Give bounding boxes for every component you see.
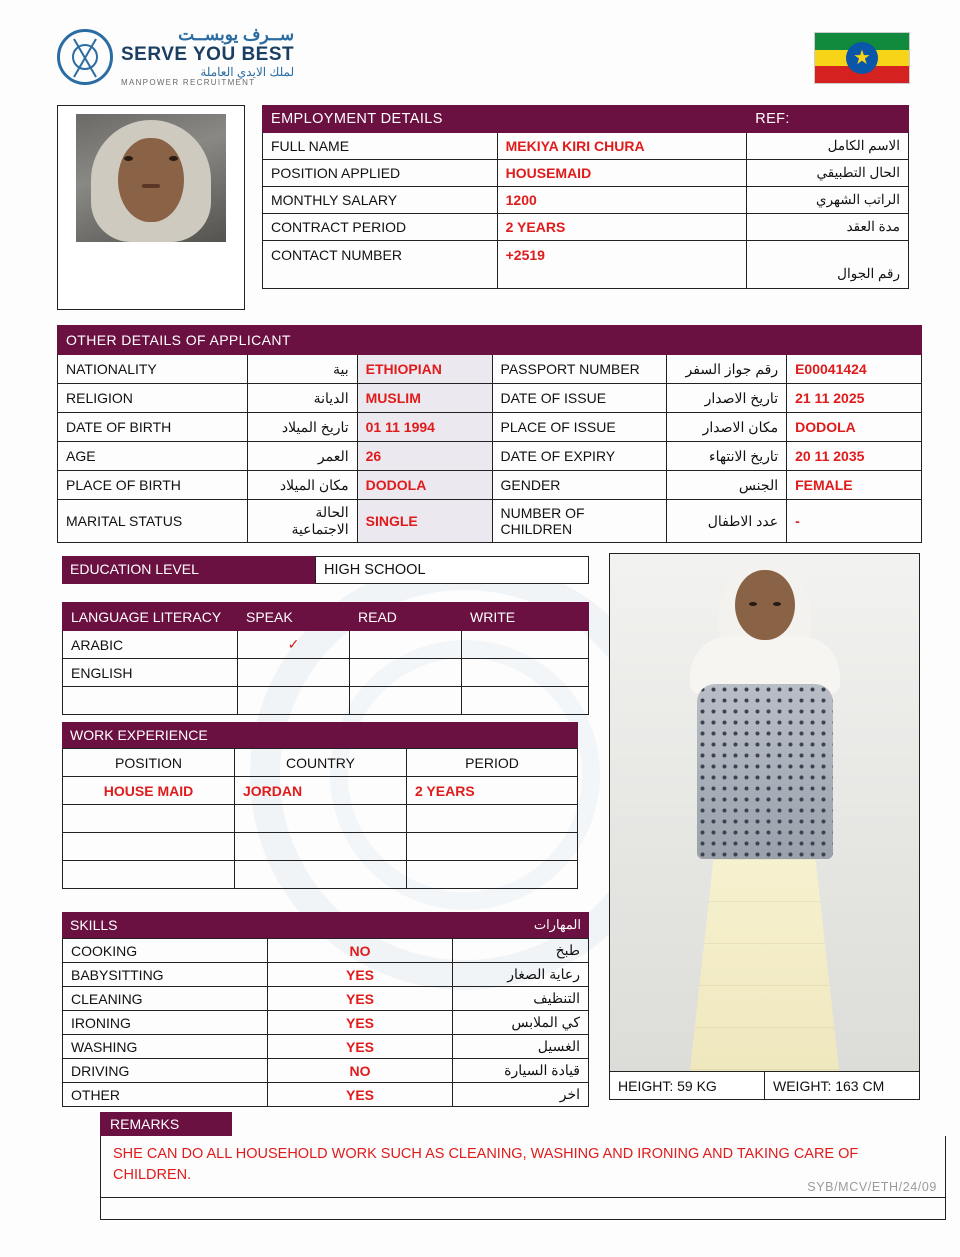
language-empty-write	[462, 687, 589, 715]
work-experience-section	[62, 722, 578, 889]
language-literacy-section	[62, 602, 589, 715]
language-header-read: READ	[350, 603, 462, 631]
logo-icon	[57, 29, 113, 85]
table-row	[63, 1011, 589, 1035]
skill-other-label: OTHER	[63, 1083, 268, 1107]
contact-number-value: +2519	[497, 241, 747, 289]
skill-driving-label: DRIVING	[63, 1059, 268, 1083]
language-arabic-read	[350, 631, 462, 659]
remarks-title: REMARKS	[100, 1112, 232, 1136]
employment-header-row	[263, 106, 909, 133]
full-name-value: MEKIYA KIRI CHURA	[497, 133, 747, 160]
table-row	[63, 631, 589, 659]
work-header-period: PERIOD	[407, 749, 578, 777]
position-applied-value: HOUSEMAID	[497, 160, 747, 187]
date-of-issue-arabic: تاريخ الاصدار	[667, 384, 787, 413]
table-row	[63, 1059, 589, 1083]
work-row2-country	[235, 805, 407, 833]
other-details-section	[57, 325, 922, 543]
flag-star-icon: ★	[846, 42, 878, 74]
religion-label: RELIGION	[58, 384, 248, 413]
passport-number-label: PASSPORT NUMBER	[492, 355, 667, 384]
date-of-issue-value: 21 11 2025	[787, 384, 922, 413]
applicant-portrait-photo	[57, 105, 245, 310]
ethiopia-flag-icon	[814, 32, 910, 84]
skill-cleaning-value: YES	[268, 987, 453, 1011]
document-header	[0, 0, 960, 100]
nationality-value: ETHIOPIAN	[357, 355, 492, 384]
monthly-salary-arabic: الراتب الشهري	[747, 187, 909, 214]
place-of-issue-arabic: مكان الاصدار	[667, 413, 787, 442]
remarks-footer-row	[100, 1180, 946, 1220]
skill-washing-arabic: الغسيل	[453, 1035, 589, 1059]
photo-measurements	[609, 1072, 920, 1100]
age-value: 26	[357, 442, 492, 471]
work-row3-period	[407, 833, 578, 861]
work-row4-country	[235, 861, 407, 889]
skill-driving-arabic: قيادة السيارة	[453, 1059, 589, 1083]
work-header-row	[63, 749, 578, 777]
work-row2-position	[63, 805, 235, 833]
work-row4-position	[63, 861, 235, 889]
language-header-speak: SPEAK	[238, 603, 350, 631]
work-row2-period	[407, 805, 578, 833]
skill-babysitting-arabic: رعاية الصغار	[453, 963, 589, 987]
marital-status-arabic: الحالة الاجتماعية	[247, 500, 357, 543]
religion-value: MUSLIM	[357, 384, 492, 413]
skill-cooking-arabic: طبخ	[453, 939, 589, 963]
skill-ironing-arabic: كي الملابس	[453, 1011, 589, 1035]
position-applied-label: POSITION APPLIED	[263, 160, 498, 187]
date-of-birth-arabic: تاريخ الميلاد	[247, 413, 357, 442]
language-name-empty	[63, 687, 238, 715]
contract-period-value: 2 YEARS	[497, 214, 747, 241]
table-row	[63, 687, 589, 715]
skill-washing-value: YES	[268, 1035, 453, 1059]
language-header-write: WRITE	[462, 603, 589, 631]
place-of-birth-arabic: مكان الميلاد	[247, 471, 357, 500]
logo-tagline: MANPOWER RECRUITMENT	[121, 77, 256, 87]
remarks-section	[100, 1112, 946, 1220]
language-header-row	[63, 603, 589, 631]
date-of-expiry-label: DATE OF EXPIRY	[492, 442, 667, 471]
date-of-expiry-value: 20 11 2035	[787, 442, 922, 471]
table-row	[263, 160, 909, 187]
skill-cleaning-arabic: التنظيف	[453, 987, 589, 1011]
skill-other-arabic: اخر	[453, 1083, 589, 1107]
date-of-issue-label: DATE OF ISSUE	[492, 384, 667, 413]
place-of-issue-label: PLACE OF ISSUE	[492, 413, 667, 442]
age-arabic: العمر	[247, 442, 357, 471]
marital-status-label: MARITAL STATUS	[58, 500, 248, 543]
applicant-full-body-photo	[609, 553, 920, 1072]
weight-value: WEIGHT: 163 CM	[773, 1077, 885, 1094]
skills-section	[62, 912, 589, 1107]
employment-section-title: EMPLOYMENT DETAILS	[263, 106, 747, 133]
number-of-children-label: NUMBER OF CHILDREN	[492, 500, 667, 543]
logo-arabic-title: ســرف يوبســت	[178, 25, 295, 44]
language-arabic-write	[462, 631, 589, 659]
table-row	[63, 777, 578, 805]
table-row	[63, 939, 589, 963]
nationality-arabic: بية	[247, 355, 357, 384]
table-row	[63, 659, 589, 687]
language-empty-read	[350, 687, 462, 715]
company-logo	[57, 26, 294, 88]
skill-cooking-value: NO	[268, 939, 453, 963]
date-of-birth-label: DATE OF BIRTH	[58, 413, 248, 442]
work-experience-header	[62, 722, 578, 748]
table-row	[58, 384, 922, 413]
number-of-children-arabic: عدد الاطفال	[667, 500, 787, 543]
gender-label: GENDER	[492, 471, 667, 500]
skill-ironing-label: IRONING	[63, 1011, 268, 1035]
remarks-text: SHE CAN DO ALL HOUSEHOLD WORK SUCH AS CLEANING, WASHING AND IRONING AND TAKING CARE OF CHILDREN.	[100, 1136, 946, 1198]
table-row	[58, 413, 922, 442]
table-row	[263, 187, 909, 214]
number-of-children-value: -	[787, 500, 922, 543]
table-row	[263, 214, 909, 241]
table-row	[58, 471, 922, 500]
table-row	[63, 1035, 589, 1059]
work-header-position: POSITION	[63, 749, 235, 777]
place-of-birth-label: PLACE OF BIRTH	[58, 471, 248, 500]
other-details-header-row	[58, 326, 922, 355]
contact-number-arabic: رقم الجوال	[747, 241, 909, 289]
table-row	[263, 241, 909, 289]
skill-babysitting-label: BABYSITTING	[63, 963, 268, 987]
ref-label: REF:	[747, 106, 909, 133]
skill-other-value: YES	[268, 1083, 453, 1107]
skill-cooking-label: COOKING	[63, 939, 268, 963]
education-level-section	[62, 556, 589, 584]
work-experience-title: WORK EXPERIENCE	[62, 722, 318, 748]
language-empty-speak	[238, 687, 350, 715]
skills-title-arabic: المهارات	[533, 917, 581, 932]
contract-period-arabic: مدة العقد	[747, 214, 909, 241]
other-details-title-spacer	[492, 326, 921, 355]
table-row	[63, 963, 589, 987]
table-row	[58, 355, 922, 384]
marital-status-value: SINGLE	[357, 500, 492, 543]
skill-washing-label: WASHING	[63, 1035, 268, 1059]
skills-title: SKILLS	[70, 917, 118, 933]
work-row4-period	[407, 861, 578, 889]
table-row	[63, 805, 578, 833]
skills-header	[62, 912, 589, 938]
table-row	[63, 987, 589, 1011]
table-row	[58, 500, 922, 543]
table-row	[63, 1083, 589, 1107]
monthly-salary-value: 1200	[497, 187, 747, 214]
gender-arabic: الجنس	[667, 471, 787, 500]
language-name-arabic: ARABIC	[63, 631, 238, 659]
work-row3-country	[235, 833, 407, 861]
full-name-arabic: الاسم الكامل	[747, 133, 909, 160]
language-name-english: ENGLISH	[63, 659, 238, 687]
table-row	[263, 133, 909, 160]
gender-value: FEMALE	[787, 471, 922, 500]
education-level-value: HIGH SCHOOL	[315, 556, 589, 584]
position-applied-arabic: الحال التطبيقي	[747, 160, 909, 187]
passport-number-arabic: رقم جواز السفر	[667, 355, 787, 384]
place-of-birth-value: DODOLA	[357, 471, 492, 500]
place-of-issue-value: DODOLA	[787, 413, 922, 442]
language-english-write	[462, 659, 589, 687]
passport-number-value: E00041424	[787, 355, 922, 384]
table-row	[63, 861, 578, 889]
skill-driving-value: NO	[268, 1059, 453, 1083]
work-row1-position: HOUSE MAID	[63, 777, 235, 805]
other-details-title: OTHER DETAILS OF APPLICANT	[58, 326, 493, 355]
skill-cleaning-label: CLEANING	[63, 987, 268, 1011]
language-header-language: LANGUAGE LITERACY	[63, 603, 238, 631]
contract-period-label: CONTRACT PERIOD	[263, 214, 498, 241]
skill-ironing-value: YES	[268, 1011, 453, 1035]
logo-arabic-subtitle: لملك الايدي العاملة	[200, 64, 295, 79]
height-value: HEIGHT: 59 KG	[610, 1072, 765, 1099]
table-row	[63, 833, 578, 861]
language-english-speak	[238, 659, 350, 687]
age-label: AGE	[58, 442, 248, 471]
date-of-birth-value: 01 11 1994	[357, 413, 492, 442]
document-code: SYB/MCV/ETH/24/09	[807, 1180, 937, 1194]
language-arabic-speak: ✓	[238, 631, 350, 659]
table-row	[58, 442, 922, 471]
work-header-country: COUNTRY	[235, 749, 407, 777]
full-name-label: FULL NAME	[263, 133, 498, 160]
date-of-expiry-arabic: تاريخ الانتهاء	[667, 442, 787, 471]
logo-english-title: SERVE YOU BEST	[121, 43, 295, 65]
religion-arabic: الديانة	[247, 384, 357, 413]
monthly-salary-label: MONTHLY SALARY	[263, 187, 498, 214]
work-row1-country: JORDAN	[235, 777, 407, 805]
language-english-read	[350, 659, 462, 687]
skill-babysitting-value: YES	[268, 963, 453, 987]
contact-number-label: CONTACT NUMBER	[263, 241, 498, 289]
education-level-label: EDUCATION LEVEL	[62, 556, 315, 584]
work-row3-position	[63, 833, 235, 861]
nationality-label: NATIONALITY	[58, 355, 248, 384]
work-row1-period: 2 YEARS	[407, 777, 578, 805]
